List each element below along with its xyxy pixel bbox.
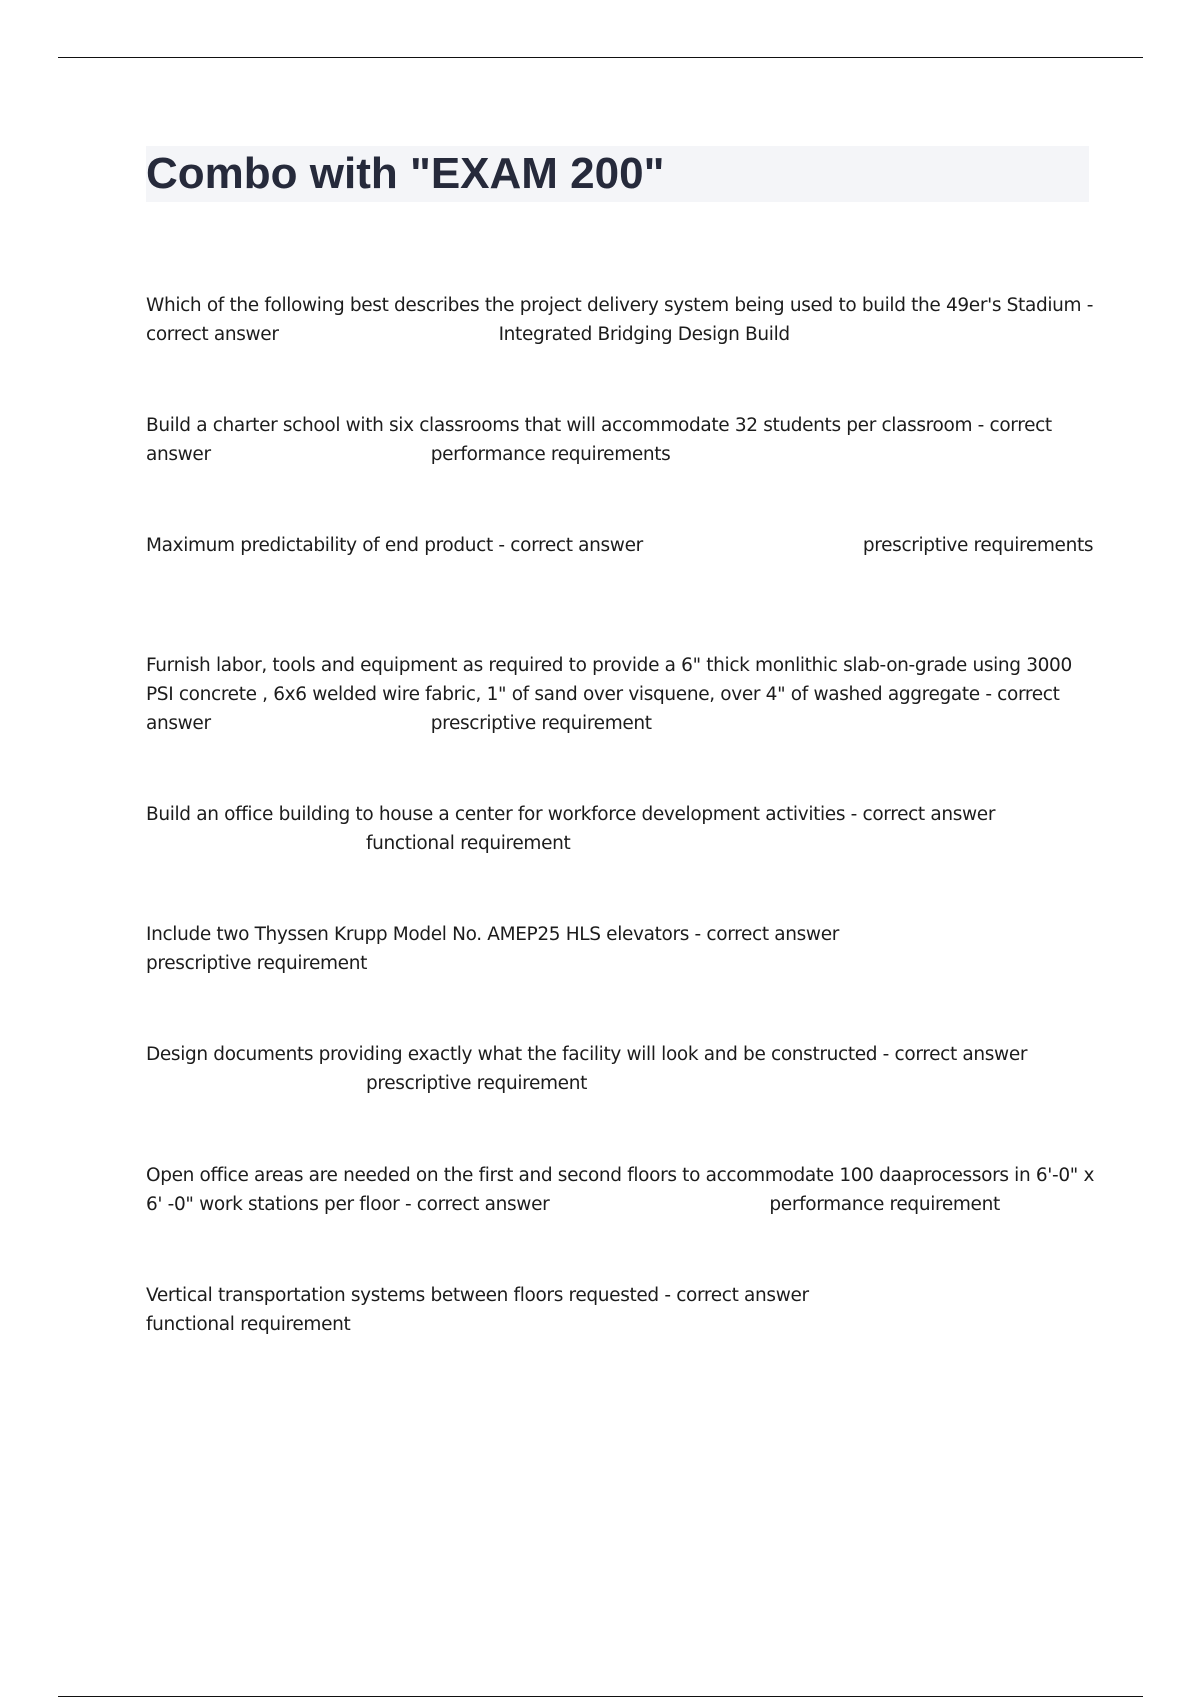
question-text: Vertical transportation systems between floors requested - correct answer <box>146 1285 809 1306</box>
qa-item <box>146 291 1096 349</box>
document-title: Combo with "EXAM 200" <box>146 149 665 198</box>
question-text: Build a charter school with six classrooms that will accommodate 32 students per classroom - correct answer <box>146 415 1052 465</box>
answer-text: prescriptive requirement <box>430 713 652 734</box>
bottom-rule <box>58 1696 1143 1697</box>
qa-item <box>146 531 1096 560</box>
answer-text: functional requirement <box>366 833 571 854</box>
question-text: Which of the following best describes the project delivery system being used to build the 49er's Stadium - correct answer <box>146 295 1094 345</box>
top-rule <box>58 57 1143 58</box>
answer-text: prescriptive requirements <box>862 535 1094 556</box>
qa-item <box>146 800 1096 858</box>
question-text: Build an office building to house a center for workforce development activities - correct answer <box>146 804 996 825</box>
question-text: Open office areas are needed on the first and second floors to accommodate 100 daaprocessors in 6'-0" x 6' -0" work stations per floor - correct answer <box>146 1165 1095 1215</box>
qa-item <box>146 1040 1096 1098</box>
answer-text: performance requirements <box>430 444 671 465</box>
qa-item <box>146 1161 1096 1219</box>
answer-text: prescriptive requirement <box>366 1073 587 1094</box>
answer-text: Integrated Bridging Design Build <box>498 324 790 345</box>
question-text: Design documents providing exactly what the facility will look and be constructed - correct answer <box>146 1044 1028 1065</box>
qa-item <box>146 1281 1096 1339</box>
question-text: Include two Thyssen Krupp Model No. AMEP25 HLS elevators - correct answer <box>146 924 839 945</box>
qa-item <box>146 920 1096 978</box>
answer-text: prescriptive requirement <box>146 953 367 974</box>
question-text: Maximum predictability of end product - correct answer <box>146 535 643 556</box>
qa-item <box>146 411 1096 469</box>
answer-text: functional requirement <box>146 1314 351 1335</box>
answer-text: performance requirement <box>769 1194 1000 1215</box>
qa-item <box>146 651 1096 738</box>
question-text: Furnish labor, tools and equipment as required to provide a 6" thick monlithic slab-on-grade using 3000 PSI concrete , 6x6 welded wire fabric, 1" of sand over visquene, over 4" of washed aggregate - correct answer <box>146 655 1072 734</box>
